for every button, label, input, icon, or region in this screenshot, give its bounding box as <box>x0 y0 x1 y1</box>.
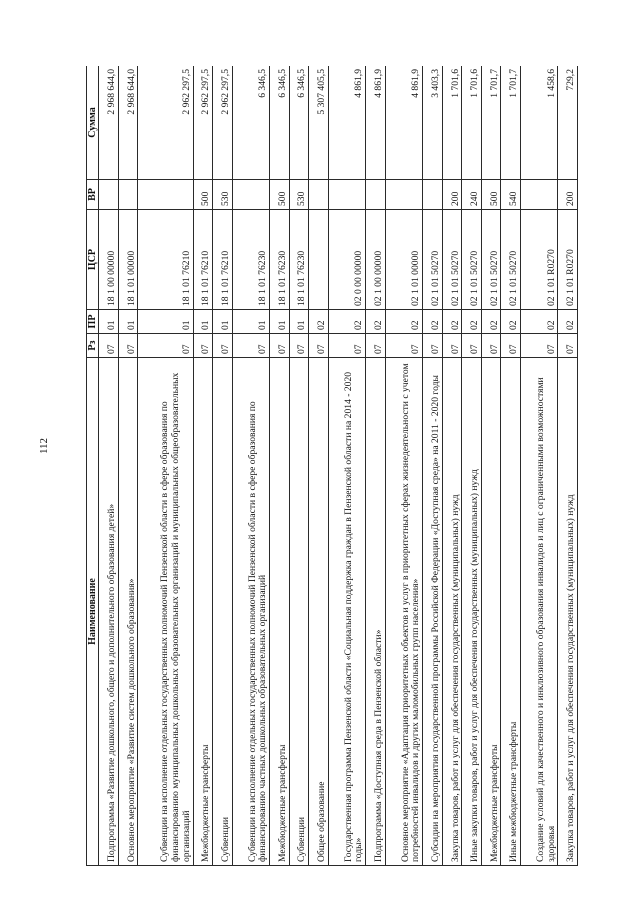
cell-rz: 07 <box>99 334 119 358</box>
cell-pr: 01 <box>118 310 138 334</box>
cell-sum: 6 346,5 <box>270 66 290 180</box>
cell-pr: 02 <box>423 310 443 334</box>
table-row <box>501 66 521 866</box>
cell-rz: 07 <box>462 334 482 358</box>
cell-pr: 02 <box>366 310 386 334</box>
cell-sum: 1 701,6 <box>462 66 482 180</box>
cell-pr: 02 <box>328 310 365 334</box>
cell-vr <box>138 180 193 210</box>
cell-csr: 02 1 01 50270 <box>462 210 482 310</box>
table-row <box>481 66 501 866</box>
cell-sum: 6 346,5 <box>289 66 309 180</box>
cell-vr <box>520 180 557 210</box>
cell-vr <box>99 180 119 210</box>
cell-rz: 07 <box>270 334 290 358</box>
budget-table-sheet <box>86 66 578 866</box>
cell-pr: 01 <box>193 310 213 334</box>
table-row <box>423 66 443 866</box>
cell-vr <box>366 180 386 210</box>
cell-vr <box>423 180 443 210</box>
header-sum: Сумма <box>87 66 99 180</box>
cell-rz: 07 <box>423 334 443 358</box>
cell-vr: 530 <box>213 180 233 210</box>
cell-rz: 07 <box>118 334 138 358</box>
cell-rz: 07 <box>309 334 329 358</box>
cell-vr: 530 <box>289 180 309 210</box>
cell-name: Субвенции на исполнение отдельных государственных полномочий Пензенской области в сфере образования по финансированию частных дошкольных образовательных организаций <box>232 358 269 866</box>
cell-csr: 18 1 01 00000 <box>118 210 138 310</box>
cell-sum: 729,2 <box>558 66 578 180</box>
rotated-page-content <box>86 66 578 866</box>
cell-sum: 4 861,9 <box>385 66 422 180</box>
cell-pr: 01 <box>289 310 309 334</box>
cell-rz: 07 <box>501 334 521 358</box>
cell-rz: 07 <box>366 334 386 358</box>
cell-vr <box>309 180 329 210</box>
cell-pr: 02 <box>309 310 329 334</box>
cell-vr: 200 <box>442 180 462 210</box>
cell-pr: 02 <box>520 310 557 334</box>
cell-sum: 6 346,5 <box>232 66 269 180</box>
cell-sum: 2 962 297,5 <box>193 66 213 180</box>
cell-vr: 500 <box>270 180 290 210</box>
cell-csr: 02 1 01 00000 <box>385 210 422 310</box>
cell-sum: 2 962 297,5 <box>138 66 193 180</box>
cell-csr <box>309 210 329 310</box>
cell-csr: 02 1 01 R0270 <box>558 210 578 310</box>
table-row <box>270 66 290 866</box>
cell-csr: 02 0 00 00000 <box>328 210 365 310</box>
cell-name: Субсидии на мероприятия государственной программы Российской Федерации «Доступная среда» на 2011 - 2020 годы <box>423 358 443 866</box>
cell-csr: 02 1 01 50270 <box>481 210 501 310</box>
cell-rz: 07 <box>520 334 557 358</box>
cell-csr: 18 1 01 76210 <box>138 210 193 310</box>
cell-csr: 18 1 01 76230 <box>289 210 309 310</box>
cell-pr: 02 <box>462 310 482 334</box>
cell-pr: 02 <box>442 310 462 334</box>
cell-sum: 4 861,9 <box>366 66 386 180</box>
cell-name: Закупка товаров, работ и услуг для обеспечения государственных (муниципальных) нужд <box>558 358 578 866</box>
cell-name: Субвенции <box>213 358 233 866</box>
table-body <box>99 66 578 866</box>
cell-rz: 07 <box>442 334 462 358</box>
cell-pr: 02 <box>501 310 521 334</box>
cell-csr: 18 1 01 76230 <box>232 210 269 310</box>
cell-pr: 01 <box>213 310 233 334</box>
cell-name: Основное мероприятие «Адаптация приоритетных объектов и услуг в приоритетных сферах жизнедеятельности с учетом потребностей инвалидов и других маломобильных групп населения» <box>385 358 422 866</box>
table-row <box>385 66 422 866</box>
cell-name: Создание условий для качественного и инклюзивного образования инвалидов и лиц с ограниченными возможностями здоровья <box>520 358 557 866</box>
cell-csr: 02 1 01 50270 <box>442 210 462 310</box>
header-csr: ЦСР <box>87 210 99 310</box>
cell-pr: 02 <box>481 310 501 334</box>
cell-name: Межбюджетные трансферты <box>481 358 501 866</box>
cell-vr <box>232 180 269 210</box>
cell-sum: 5 307 405,5 <box>309 66 329 180</box>
cell-vr <box>385 180 422 210</box>
cell-rz: 07 <box>481 334 501 358</box>
cell-name: Межбюджетные трансферты <box>270 358 290 866</box>
header-pr: ПР <box>87 310 99 334</box>
cell-rz: 07 <box>138 334 193 358</box>
cell-pr: 02 <box>558 310 578 334</box>
cell-name: Межбюджетные трансферты <box>193 358 213 866</box>
table-row <box>328 66 365 866</box>
table-row <box>309 66 329 866</box>
cell-sum: 1 701,7 <box>481 66 501 180</box>
cell-name: Иные закупки товаров, работ и услуг для обеспечения государственных (муниципальных) нужд <box>462 358 482 866</box>
cell-vr: 240 <box>462 180 482 210</box>
cell-csr: 02 1 01 50270 <box>501 210 521 310</box>
cell-pr: 01 <box>232 310 269 334</box>
cell-pr: 01 <box>99 310 119 334</box>
table-row <box>138 66 193 866</box>
cell-csr: 18 1 01 76230 <box>270 210 290 310</box>
cell-vr: 540 <box>501 180 521 210</box>
cell-vr: 500 <box>193 180 213 210</box>
cell-rz: 07 <box>328 334 365 358</box>
cell-rz: 07 <box>193 334 213 358</box>
cell-vr: 200 <box>558 180 578 210</box>
table-row <box>193 66 213 866</box>
budget-table <box>86 66 578 866</box>
cell-sum: 4 861,9 <box>328 66 365 180</box>
cell-pr: 02 <box>385 310 422 334</box>
cell-rz: 07 <box>385 334 422 358</box>
cell-rz: 07 <box>289 334 309 358</box>
cell-rz: 07 <box>232 334 269 358</box>
cell-name: Иные межбюджетные трансферты <box>501 358 521 866</box>
cell-sum: 1 701,6 <box>442 66 462 180</box>
table-row <box>366 66 386 866</box>
cell-name: Подпрограмма «Доступная среда в Пензенской области» <box>366 358 386 866</box>
cell-rz: 07 <box>558 334 578 358</box>
cell-name: Закупка товаров, работ и услуг для обеспечения государственных (муниципальных) нужд <box>442 358 462 866</box>
cell-name: Подпрограмма «Развитие дошкольного, общего и дополнительного образования детей» <box>99 358 119 866</box>
cell-csr: 18 1 00 00000 <box>99 210 119 310</box>
table-row <box>289 66 309 866</box>
cell-sum: 3 403,3 <box>423 66 443 180</box>
cell-sum: 1 458,6 <box>520 66 557 180</box>
cell-csr: 18 1 01 76210 <box>193 210 213 310</box>
table-row <box>118 66 138 866</box>
cell-csr: 02 1 01 50270 <box>423 210 443 310</box>
table-row <box>558 66 578 866</box>
cell-csr: 02 1 00 00000 <box>366 210 386 310</box>
table-row <box>442 66 462 866</box>
header-name: Наименование <box>87 358 99 866</box>
cell-sum: 2 968 644,0 <box>118 66 138 180</box>
cell-vr <box>328 180 365 210</box>
cell-rz: 07 <box>213 334 233 358</box>
header-vr: ВР <box>87 180 99 210</box>
table-row <box>99 66 119 866</box>
table-row <box>520 66 557 866</box>
table-row <box>232 66 269 866</box>
cell-sum: 2 968 644,0 <box>99 66 119 180</box>
table-row <box>462 66 482 866</box>
cell-name: Основное мероприятие «Развитие систем дошкольного образования» <box>118 358 138 866</box>
cell-csr: 02 1 01 R0270 <box>520 210 557 310</box>
cell-vr: 500 <box>481 180 501 210</box>
cell-name: Субвенции на исполнение отдельных государственных полномочий Пензенской области в сфере образования по финансированию муниципальных дошкольных образовательных организаций и муниципальных общеобразовательных организаций <box>138 358 193 866</box>
table-header-row <box>87 66 99 866</box>
cell-sum: 1 701,7 <box>501 66 521 180</box>
cell-name: Субвенции <box>289 358 309 866</box>
header-rz: Рз <box>87 334 99 358</box>
table-row <box>213 66 233 866</box>
cell-name: Государственная программа Пензенской области «Социальная поддержка граждан в Пензенской области на 2014 - 2020 годы» <box>328 358 365 866</box>
cell-pr: 01 <box>138 310 193 334</box>
cell-vr <box>118 180 138 210</box>
page-number: 112 <box>38 437 50 455</box>
cell-csr: 18 1 01 76210 <box>213 210 233 310</box>
cell-sum: 2 962 297,5 <box>213 66 233 180</box>
cell-name: Общее образование <box>309 358 329 866</box>
cell-pr: 01 <box>270 310 290 334</box>
